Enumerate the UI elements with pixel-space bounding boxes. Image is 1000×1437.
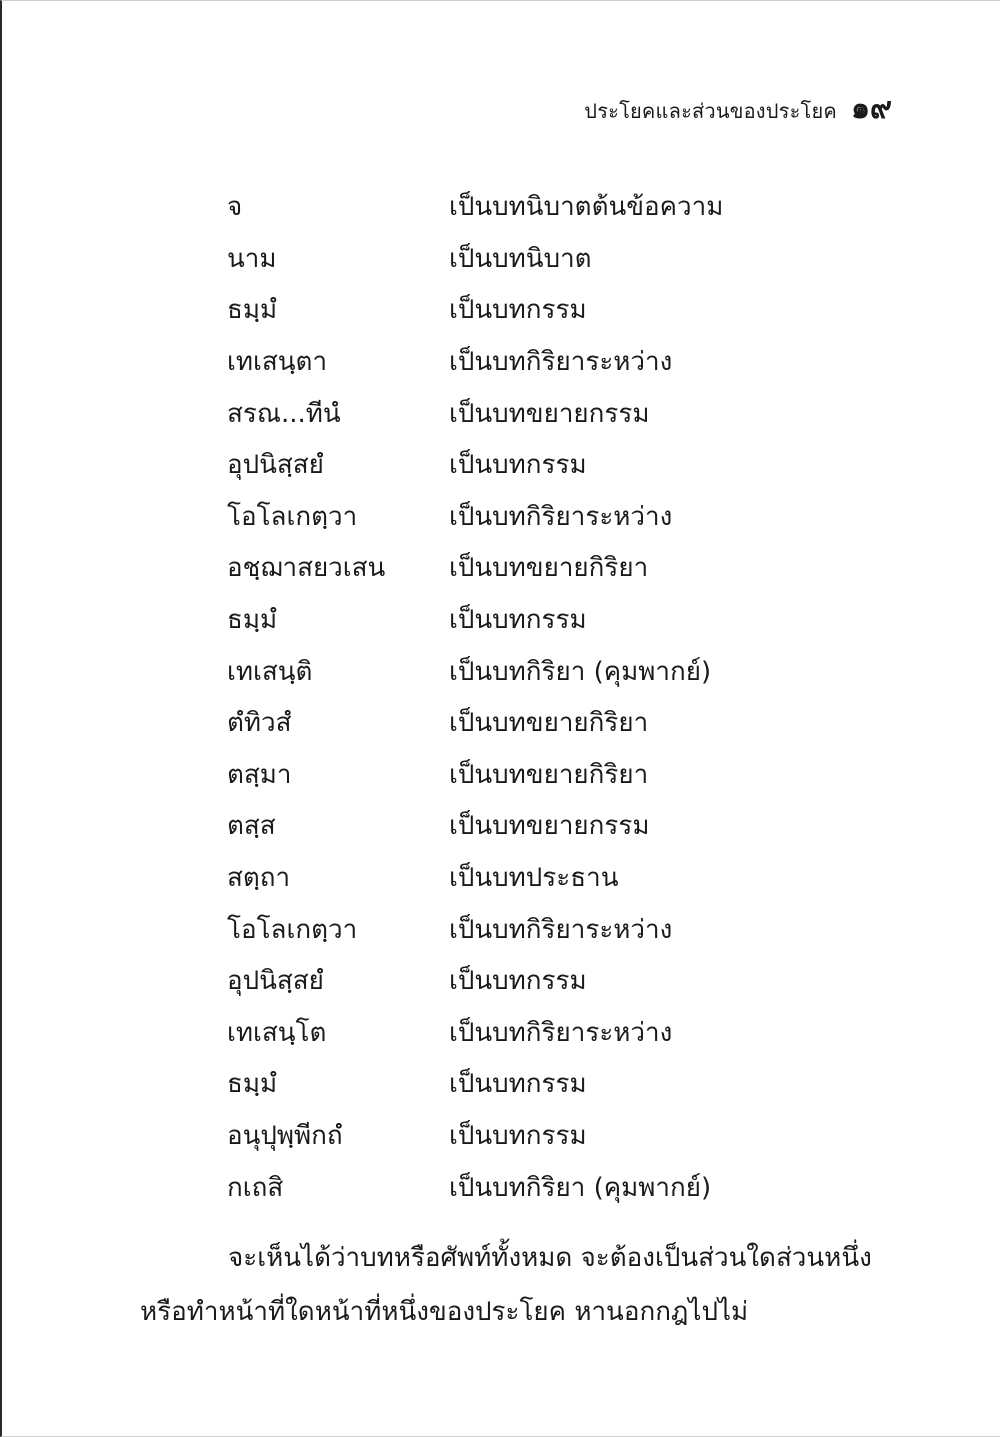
pali-term: ตสฺมา xyxy=(227,759,292,790)
pali-term: เทเสนฺตา xyxy=(227,347,328,378)
grammatical-role: เป็นบทขยายกิริยา xyxy=(449,759,649,790)
grammatical-role: เป็นบทขยายกรรม xyxy=(449,811,650,842)
grammatical-role: เป็นบทกรรม xyxy=(449,295,587,326)
grammatical-role: เป็นบทกรรม xyxy=(449,966,587,997)
summary-line-1: จะเห็นได้ว่าบทหรือศัพท์ทั้งหมด จะต้องเป็นส่วนใดส่วนหนึ่ง xyxy=(228,1243,872,1273)
glossary-row xyxy=(227,491,927,543)
pali-term: จ xyxy=(227,192,243,223)
pali-term: กเถสิ xyxy=(227,1172,284,1203)
glossary-row xyxy=(227,1058,927,1110)
glossary-row xyxy=(227,542,927,594)
pali-term: อชฺฌาสยวเสน xyxy=(227,553,386,584)
pali-term: ธมฺมํ xyxy=(227,605,278,636)
summary-paragraph xyxy=(140,1231,910,1339)
glossary-row xyxy=(227,181,927,233)
glossary-row xyxy=(227,387,927,439)
grammatical-role: เป็นบทขยายกิริยา xyxy=(449,708,649,739)
grammatical-role: เป็นบทกิริยาระหว่าง xyxy=(449,347,673,378)
glossary-row xyxy=(227,284,927,336)
grammatical-role: เป็นบทกรรม xyxy=(449,1120,587,1151)
pali-term: โอโลเกตฺวา xyxy=(227,914,358,945)
grammatical-role: เป็นบทประธาน xyxy=(449,863,619,894)
grammatical-role: เป็นบทกิริยาระหว่าง xyxy=(449,1017,673,1048)
grammatical-role: เป็นบทกรรม xyxy=(449,605,587,636)
glossary-row xyxy=(227,903,927,955)
glossary-row xyxy=(227,1007,927,1059)
running-title: ประโยคและส่วนของประโยค xyxy=(584,99,837,123)
pali-term: ธมฺมํ xyxy=(227,1069,278,1100)
glossary-row xyxy=(227,1110,927,1162)
grammatical-role: เป็นบทกิริยาระหว่าง xyxy=(449,501,673,532)
grammatical-role: เป็นบทขยายกรรม xyxy=(449,398,650,429)
glossary-row xyxy=(227,645,927,697)
pali-term: เทเสนฺติ xyxy=(227,656,313,687)
glossary-row xyxy=(227,955,927,1007)
pali-term: ตสฺส xyxy=(227,811,276,842)
glossary-row xyxy=(227,233,927,285)
grammatical-role: เป็นบทกิริยาระหว่าง xyxy=(449,914,673,945)
pali-term: โอโลเกตฺวา xyxy=(227,501,358,532)
grammatical-role: เป็นบทนิบาตต้นข้อความ xyxy=(449,192,724,223)
grammatical-role: เป็นบทขยายกิริยา xyxy=(449,553,649,584)
pali-term: อนุปุพฺพีกถํ xyxy=(227,1120,343,1151)
running-head xyxy=(584,85,892,132)
pali-term: นาม xyxy=(227,243,277,274)
page-number: ๑๙ xyxy=(850,91,892,126)
grammatical-role: เป็นบทกิริยา (คุมพากย์) xyxy=(449,656,712,687)
pali-term: สตฺถา xyxy=(227,863,291,894)
grammatical-role: เป็นบทนิบาต xyxy=(449,243,592,274)
glossary-row xyxy=(227,1161,927,1213)
glossary-row xyxy=(227,594,927,646)
grammatical-role: เป็นบทกิริยา (คุมพากย์) xyxy=(449,1172,712,1203)
pali-term: สรณ...ทีนํ xyxy=(227,398,341,429)
glossary-row xyxy=(227,439,927,491)
term-role-list xyxy=(227,181,927,1213)
glossary-row xyxy=(227,800,927,852)
pali-term: อุปนิสฺสยํ xyxy=(227,450,324,481)
grammatical-role: เป็นบทกรรม xyxy=(449,450,587,481)
glossary-row xyxy=(227,336,927,388)
pali-term: อุปนิสฺสยํ xyxy=(227,966,324,997)
pali-term: ตํทิวสํ xyxy=(227,708,292,739)
glossary-row xyxy=(227,697,927,749)
pali-term: ธมฺมํ xyxy=(227,295,278,326)
glossary-row xyxy=(227,749,927,801)
pali-term: เทเสนฺโต xyxy=(227,1017,327,1048)
glossary-row xyxy=(227,852,927,904)
grammatical-role: เป็นบทกรรม xyxy=(449,1069,587,1100)
summary-line-2: หรือทำหน้าที่ใดหน้าที่หนึ่งของประโยค หานอกกฎไปไม่ xyxy=(140,1297,749,1327)
